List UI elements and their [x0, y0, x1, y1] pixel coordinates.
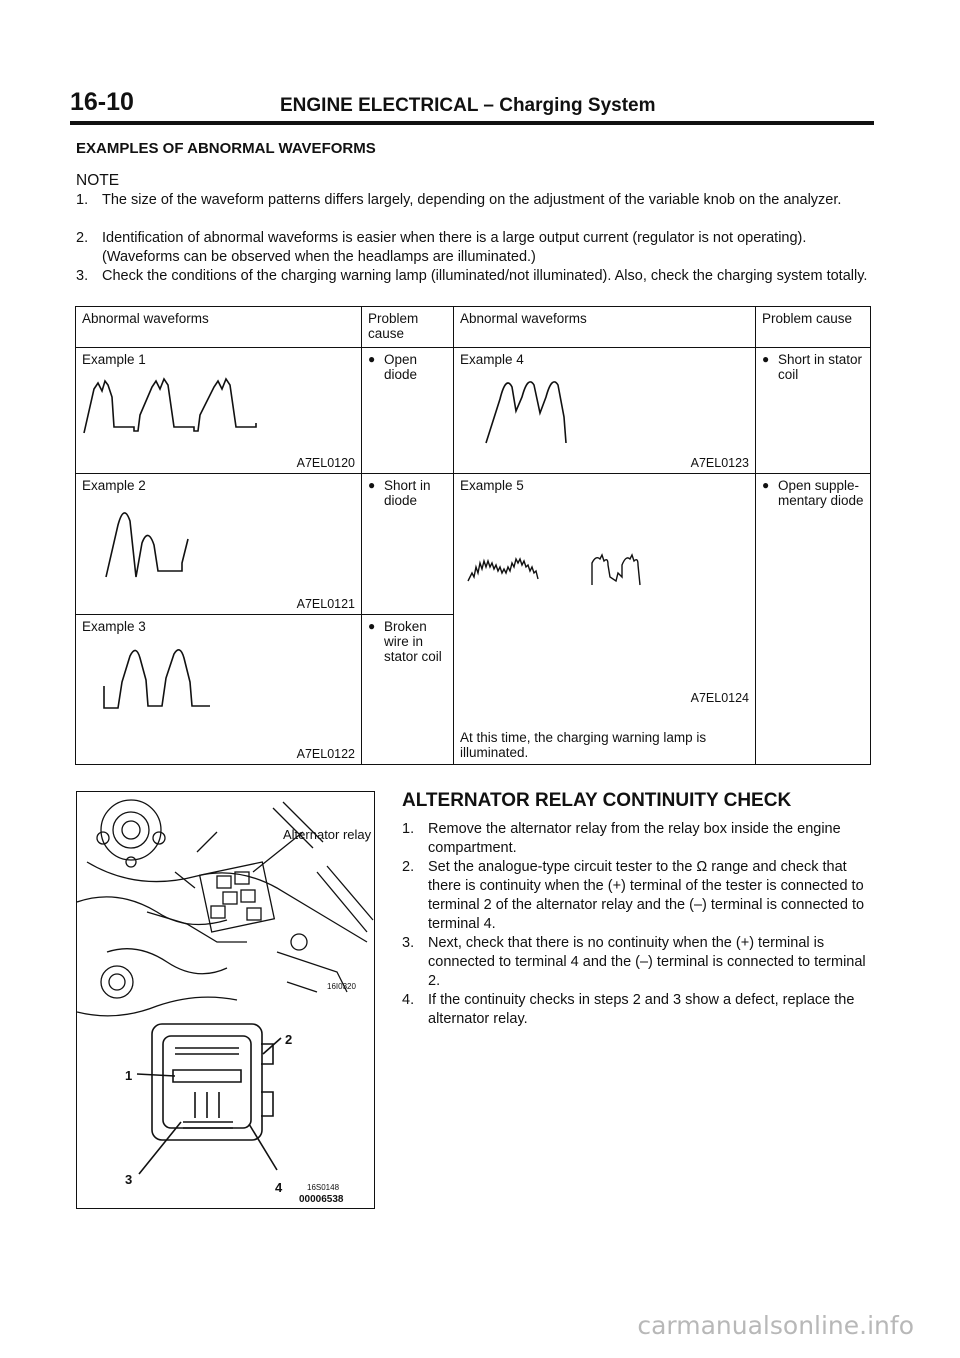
cause-cell: [362, 615, 454, 765]
step-item: [402, 934, 870, 991]
cause-text: Short in diode: [384, 478, 431, 508]
bullet-icon: ●: [368, 619, 376, 633]
example-label: Example 3: [82, 619, 146, 634]
example-3-cell: [76, 615, 362, 765]
header-rule: [70, 121, 874, 125]
figure-code: A7EL0122: [296, 747, 355, 761]
figure-code: A7EL0120: [296, 456, 355, 470]
terminal-label: 3: [125, 1172, 133, 1187]
note-item-1: [76, 191, 872, 210]
alternator-relay-callout: Alternator relay: [283, 827, 372, 842]
terminal-label: 4: [275, 1180, 283, 1195]
example-2-cell: [76, 474, 362, 615]
cause-cell: [362, 474, 454, 615]
note-item-number: 3.: [76, 268, 89, 284]
waveform-example-2: [82, 493, 356, 583]
engine-compartment-illustration: [77, 792, 374, 1208]
watermark: carmanualsonline.info: [637, 1311, 914, 1340]
table-header: Abnormal waveforms: [454, 307, 756, 348]
note-item-number: 2.: [76, 230, 89, 246]
step-text: If the continuity checks in steps 2 and 3 show a defect, replace the alternator relay.: [428, 992, 855, 1027]
cause-text: Open supple-mentary diode: [778, 478, 864, 508]
note-item-text: The size of the waveform patterns differs largely, depending on the adjustment of the variable knob on the analyzer.: [102, 192, 842, 208]
page-title: ENGINE ELECTRICAL – Charging System: [280, 95, 656, 116]
example-4-cell: [454, 348, 756, 474]
figure-code: A7EL0121: [296, 597, 355, 611]
cause-text: Short in stator coil: [778, 352, 863, 382]
step-number: 3.: [402, 935, 415, 951]
step-item: [402, 991, 870, 1029]
page-number: 16-10: [70, 88, 134, 116]
note-item-3: [76, 267, 872, 286]
note-label: NOTE: [76, 172, 120, 189]
note-item-2: [76, 229, 872, 267]
step-number: 4.: [402, 992, 415, 1008]
table-header: Problem cause: [756, 307, 871, 348]
example-label: Example 1: [82, 352, 146, 367]
step-text: Set the analogue-type circuit tester to the Ω range and check that there is continuity when the (+) terminal of the tester is connected to terminal 2 of the alternator relay and the (–) terminal is connected to terminal 4.: [428, 859, 865, 932]
waveform-table: [75, 306, 871, 765]
waveform-example-5: [460, 551, 750, 631]
waveform-example-1: [82, 367, 356, 437]
terminal-label: 1: [125, 1068, 133, 1083]
example-5-cell: [454, 474, 756, 765]
table-header: Problem cause: [362, 307, 454, 348]
relay-figure: [76, 791, 375, 1209]
example-label: Example 2: [82, 478, 146, 493]
step-text: Remove the alternator relay from the relay box inside the engine compartment.: [428, 821, 841, 856]
figure-code: 16S0148: [307, 1183, 340, 1192]
example-5-note: At this time, the charging warning lamp is illuminated.: [460, 730, 707, 760]
bullet-icon: ●: [368, 352, 376, 366]
step-text: Next, check that there is no continuity when the (+) terminal is connected to terminal 4 and the (–) terminal is connected to terminal 2.: [428, 935, 866, 989]
alternator-check-title: ALTERNATOR RELAY CONTINUITY CHECK: [402, 790, 792, 811]
example-1-cell: [76, 348, 362, 474]
step-number: 2.: [402, 859, 415, 875]
table-row: [76, 474, 871, 615]
note-item-number: 1.: [76, 192, 89, 208]
step-number: 1.: [402, 821, 415, 837]
table-row: [76, 348, 871, 474]
bullet-icon: ●: [762, 352, 770, 366]
waveform-example-3: [82, 634, 356, 714]
cause-cell: [362, 348, 454, 474]
step-item: [402, 858, 870, 934]
section-title: EXAMPLES OF ABNORMAL WAVEFORMS: [76, 140, 376, 157]
table-header: Abnormal waveforms: [76, 307, 362, 348]
cause-text: Open diode: [384, 352, 418, 382]
cause-cell: [756, 348, 871, 474]
step-item: [402, 820, 870, 858]
bullet-icon: ●: [762, 478, 770, 492]
waveform-example-4: [460, 367, 750, 447]
terminal-label: 2: [285, 1032, 293, 1047]
alternator-check-steps: [402, 820, 870, 1029]
document-number: 00006538: [299, 1194, 344, 1205]
note-item-text: Identification of abnormal waveforms is easier when there is a large output current (regulator is not operating). (Waveforms can be observed when the headlamps are illuminated.): [102, 230, 807, 265]
example-label: Example 5: [460, 478, 524, 493]
figure-code: A7EL0123: [690, 456, 749, 470]
cause-cell: [756, 474, 871, 765]
figure-code: 16I0320: [327, 982, 356, 991]
example-label: Example 4: [460, 352, 524, 367]
note-item-text: Check the conditions of the charging warning lamp (illuminated/not illuminated). Also, check the charging system totally.: [102, 268, 868, 284]
table-header-row: [76, 307, 871, 348]
cause-text: Broken wire in stator coil: [384, 619, 442, 664]
figure-code: A7EL0124: [690, 691, 749, 705]
bullet-icon: ●: [368, 478, 376, 492]
